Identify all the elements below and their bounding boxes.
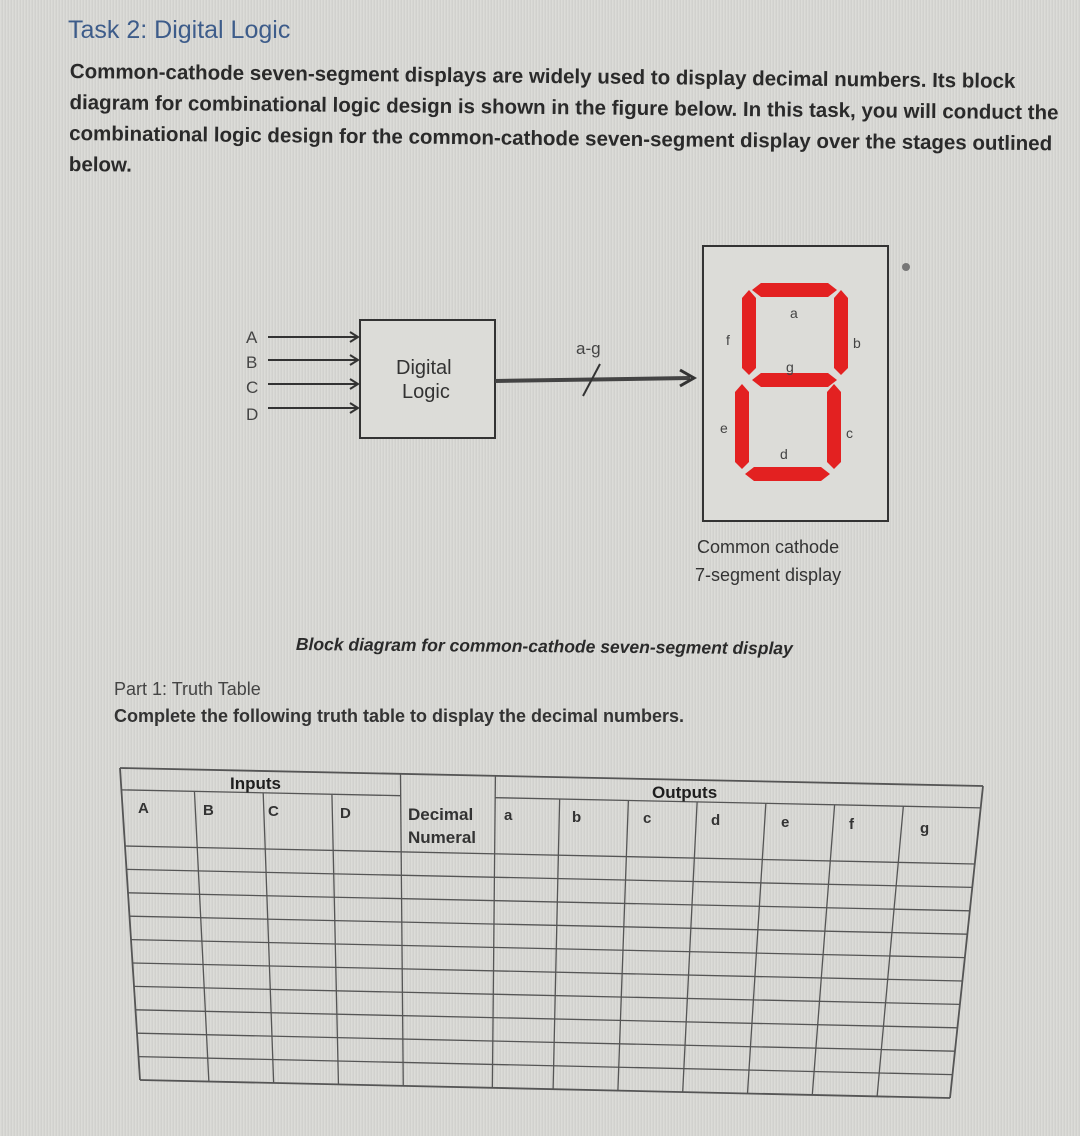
segment-label-g: g — [786, 359, 794, 375]
segment-label-b: b — [853, 335, 861, 351]
table-row-line — [134, 986, 960, 1004]
table-column-line — [950, 786, 983, 1098]
intro-line-1: Common-cathode seven-segment displays are widely used to display decimal numbers. Its block — [69, 59, 1016, 93]
bus-label: a-g — [576, 339, 601, 358]
col-header-decimal-numeral-line-1: Decimal — [408, 805, 474, 824]
display-caption-line-2: 7-segment display — [695, 565, 842, 585]
inputs-header: Inputs — [230, 774, 281, 793]
col-header-seg-g: g — [920, 820, 930, 837]
intro-line-2: diagram for combinational logic design is shown in the figure below. In this task, you will conduct the — [69, 90, 1059, 125]
table-row-line — [130, 916, 968, 934]
col-header-decimal-numeral-line-2: Numeral — [408, 828, 477, 847]
col-header-seg-f: f — [849, 816, 854, 833]
input-label-a: A — [246, 328, 258, 347]
outputs-header: Outputs — [652, 783, 718, 802]
segment-label-d: d — [780, 446, 788, 462]
table-row-line — [133, 963, 963, 981]
col-header-a: A — [138, 800, 149, 817]
block-label-line-2: Logic — [402, 381, 450, 403]
table-row-line — [128, 893, 970, 911]
outputs-group-line — [495, 798, 980, 808]
segment-label-e: e — [720, 420, 728, 436]
table-column-line — [683, 802, 697, 1092]
table-column-line — [748, 803, 766, 1093]
input-label-b: B — [246, 353, 258, 372]
col-header-seg-a: a — [504, 807, 513, 824]
table-row-line — [137, 1033, 955, 1051]
intro-line-3: combinational logic design for the common-cathode seven-segment display over the stages outlined — [69, 121, 1053, 156]
table-column-line — [194, 791, 208, 1081]
table-row-line — [131, 940, 965, 958]
table-column-line — [812, 805, 834, 1095]
col-header-seg-d: d — [711, 812, 721, 829]
table-column-line — [332, 794, 339, 1084]
part1-instruction: Complete the following truth table to display the decimal numbers. — [114, 706, 685, 726]
table-column-line — [618, 800, 628, 1090]
part1-title: Part 1: Truth Table — [114, 679, 261, 699]
table-row-line — [136, 1010, 958, 1028]
intro-line-4: below. — [68, 152, 133, 177]
table-column-line — [263, 793, 273, 1083]
table-row-line — [127, 869, 973, 887]
display-caption-line-1: Common cathode — [697, 537, 840, 557]
input-label-c: C — [246, 378, 259, 397]
segment-label-f: f — [726, 332, 730, 348]
table-column-line — [120, 768, 140, 1080]
table-row-line — [139, 1057, 953, 1075]
col-header-c: C — [268, 803, 279, 820]
table-column-line — [553, 799, 560, 1089]
table-row-line — [125, 846, 975, 864]
col-header-seg-c: c — [643, 810, 652, 827]
col-header-b: B — [203, 802, 214, 819]
col-header-d: D — [340, 805, 351, 822]
segment-label-a: a — [790, 305, 798, 321]
task-title: Task 2: Digital Logic — [68, 16, 291, 44]
figure-caption: Block diagram for common-cathode seven-segment display — [295, 634, 793, 659]
col-header-seg-b: b — [572, 809, 582, 826]
table-row-line — [140, 1080, 950, 1098]
segment-label-c: c — [846, 425, 853, 441]
table-column-line — [877, 806, 903, 1096]
input-label-d: D — [246, 405, 259, 424]
col-header-seg-e: e — [781, 814, 790, 831]
block-label-line-1: Digital — [396, 357, 452, 379]
